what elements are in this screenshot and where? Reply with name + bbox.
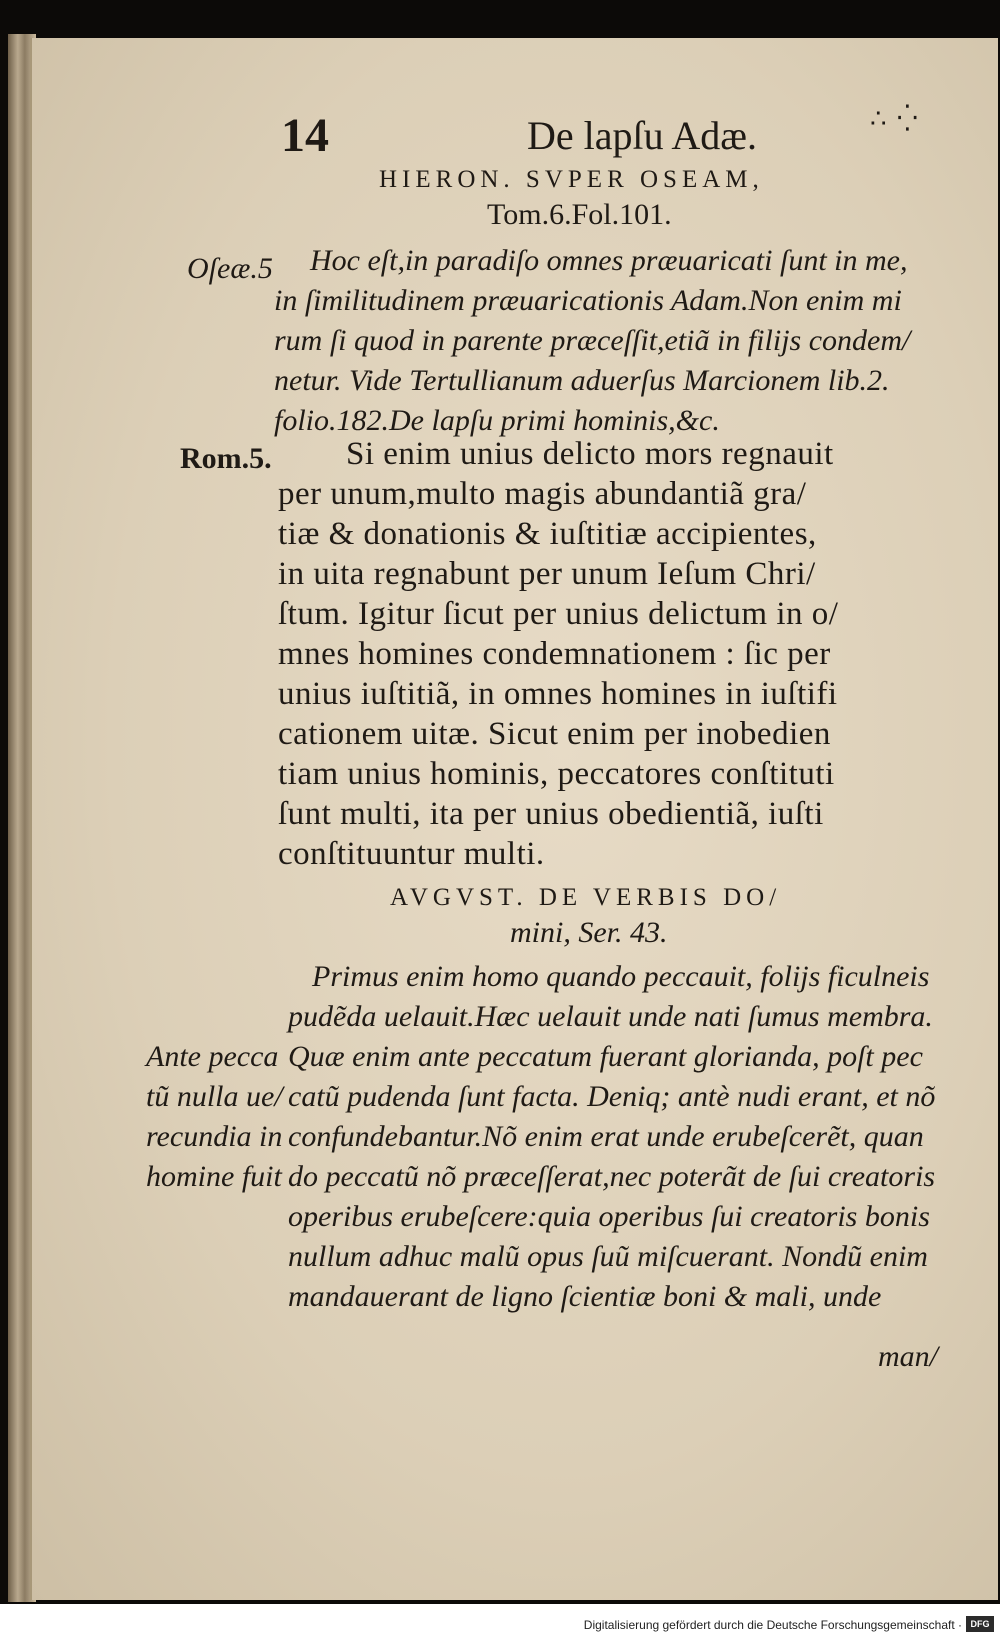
running-head: De lapſu Adæ. bbox=[527, 113, 757, 158]
augustinus-line: pudẽda uelauit.Hæc uelauit unde nati ſumus membra. bbox=[288, 1000, 933, 1033]
romans-line: tiam unius hominis, peccatores conſtituti bbox=[278, 756, 835, 792]
funding-credit: Digitalisierung gefördert durch die Deutsche Forschungsgemeinschaft · bbox=[583, 1618, 962, 1632]
margin-note-augustinus: Ante pecca bbox=[146, 1040, 279, 1073]
augustinus-line: Quæ enim ante peccatum fuerant glorianda, poſt pec bbox=[288, 1040, 923, 1073]
romans-line: ſtum. Igitur ſicut per unius delictum in o/ bbox=[278, 596, 839, 632]
hieronymus-line: Hoc eſt,in paradiſo omnes præuaricati ſunt in me, bbox=[310, 244, 908, 277]
margin-note-augustinus: recundia in bbox=[146, 1120, 283, 1153]
margin-note-osee: Oſeæ.5 bbox=[187, 252, 273, 285]
augustinus-subheading: mini, Ser. 43. bbox=[510, 916, 668, 949]
augustinus-line: do peccatũ nõ præceſſerat,nec poterãt de ſui creatoris bbox=[288, 1160, 936, 1193]
romans-line: unius iuſtitiã, in omnes homines in iuſtifi bbox=[278, 676, 838, 712]
augustinus-line: mandauerant de ligno ſcientiæ boni & mali, unde bbox=[288, 1280, 882, 1313]
hieronymus-heading: HIERON. SVPER OSEAM, bbox=[379, 166, 764, 193]
margin-note-romans: Rom.5. bbox=[180, 442, 272, 475]
hieronymus-subheading: Tom.6.Fol.101. bbox=[487, 198, 672, 231]
romans-line: in uita regnabunt per unum Ieſum Chri/ bbox=[278, 556, 816, 592]
romans-line: conſtituuntur multi. bbox=[278, 836, 545, 872]
hieronymus-line: in ſimilitudinem præuaricationis Adam.Non enim mi bbox=[274, 284, 902, 317]
hieronymus-line: netur. Vide Tertullianum aduerſus Marcionem lib.2. bbox=[274, 364, 890, 397]
book-page bbox=[30, 38, 998, 1600]
digitization-footer bbox=[0, 1604, 1000, 1640]
romans-line: mnes homines condemnationem : ſic per bbox=[278, 636, 831, 672]
margin-note-augustinus: homine fuit bbox=[146, 1160, 282, 1193]
margin-note-augustinus: tũ nulla ue/ bbox=[146, 1080, 283, 1113]
augustinus-heading: AVGVST. DE VERBIS DO/ bbox=[390, 884, 782, 911]
dfg-logo: DFG bbox=[966, 1616, 994, 1632]
augustinus-line: catũ pudenda ſunt facta. Deniq; antè nudi erant, et nõ bbox=[288, 1080, 936, 1113]
augustinus-line: nullum adhuc malũ opus ſuũ miſcuerant. Nondũ enim bbox=[288, 1240, 928, 1273]
romans-line: Si enim unius delicto mors regnauit bbox=[346, 436, 834, 472]
romans-line: ſunt multi, ita per unius obedientiã, iuſti bbox=[278, 796, 824, 832]
corner-ornament: ∴ ⁛ bbox=[870, 104, 920, 133]
hieronymus-line: folio.182.De lapſu primi hominis,&c. bbox=[274, 404, 720, 437]
romans-line: tiæ & donationis & iuſtitiæ accipientes, bbox=[278, 516, 817, 552]
romans-line: cationem uitæ. Sicut enim per inobedien bbox=[278, 716, 831, 752]
catchword: man/ bbox=[878, 1340, 938, 1373]
page-number: 14 bbox=[281, 109, 329, 162]
augustinus-line: Primus enim homo quando peccauit, folijs ficulneis bbox=[312, 960, 930, 993]
hieronymus-line: rum ſi quod in parente præceſſit,etiã in filijs condem/ bbox=[274, 324, 911, 357]
augustinus-line: confundebantur.Nõ enim erat unde erubeſcerẽt, quan bbox=[288, 1120, 924, 1153]
augustinus-line: operibus erubeſcere:quia operibus ſui creatoris bonis bbox=[288, 1200, 930, 1233]
romans-line: per unum,multo magis abundantiã gra/ bbox=[278, 476, 807, 512]
